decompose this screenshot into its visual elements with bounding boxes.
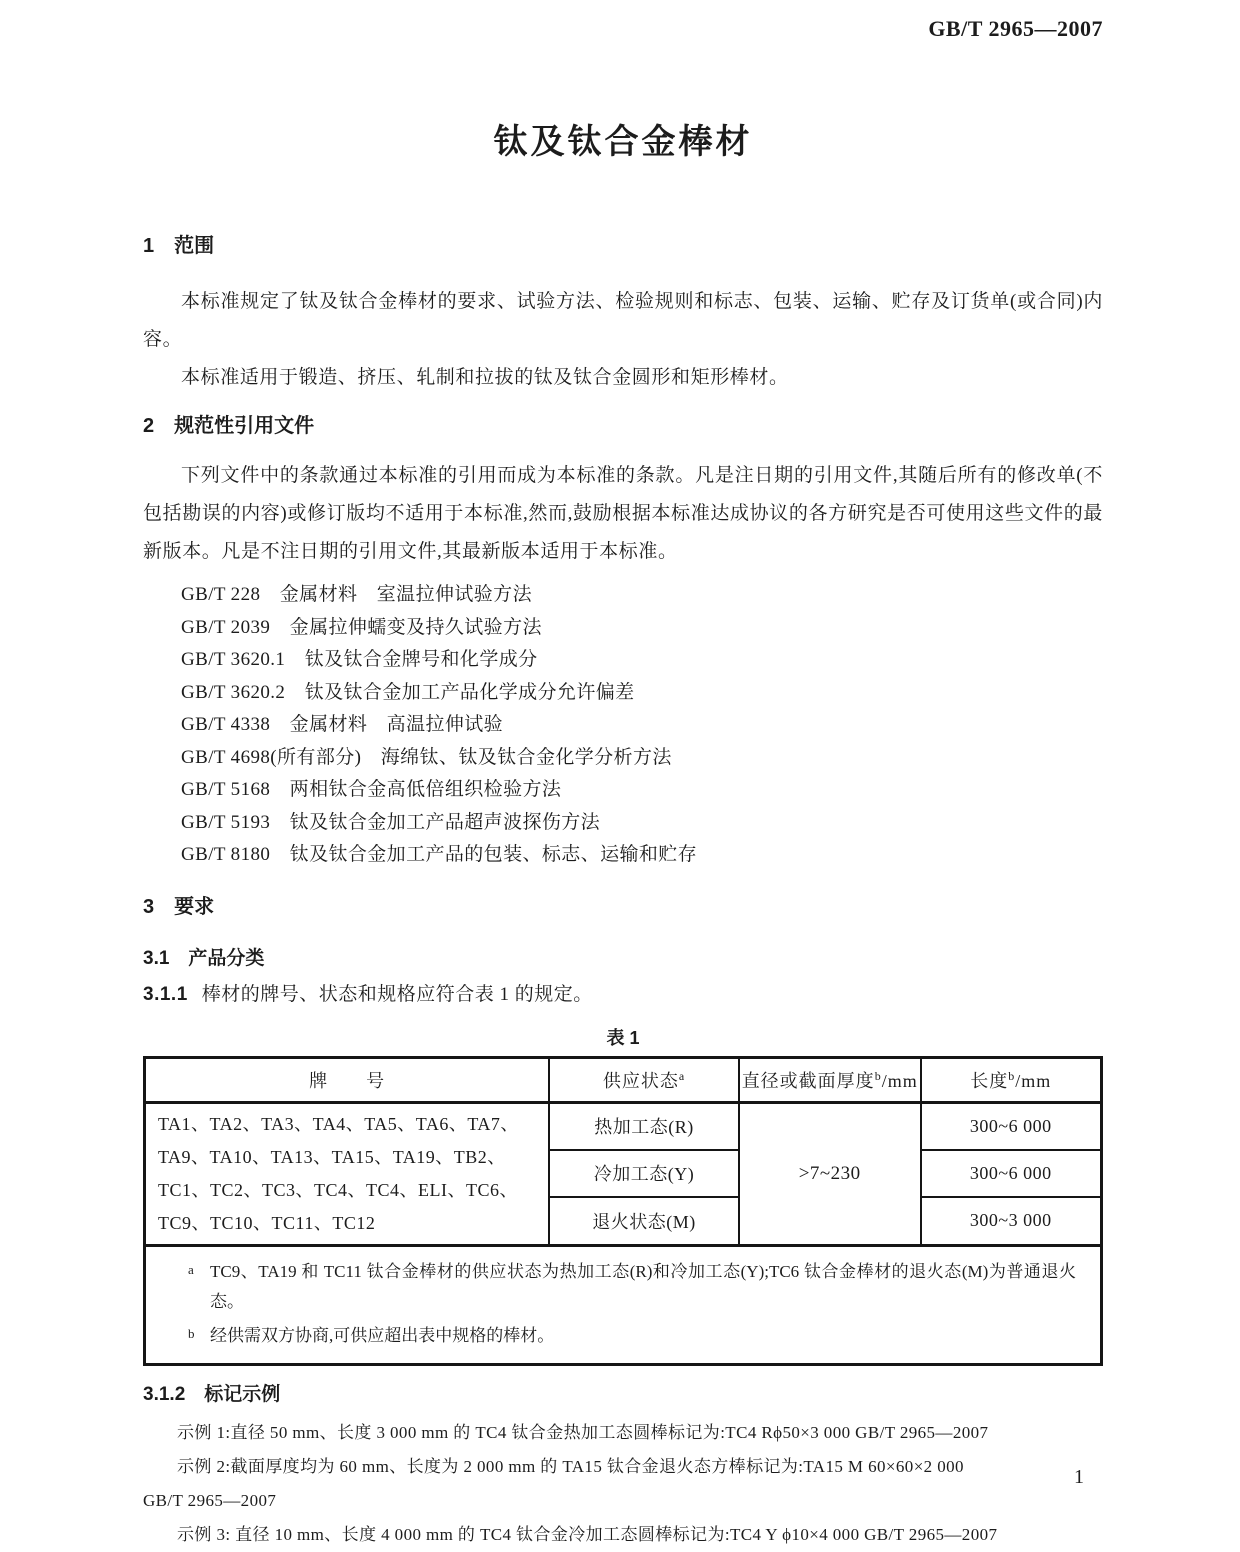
section-3-1-2-heading: 3.1.2 标记示例 [143, 1383, 281, 1405]
section-1-paragraph-2: 本标准适用于锻造、挤压、轧制和拉拔的钛及钛合金圆形和矩形棒材。 [181, 367, 789, 388]
example-1-text: 示例 1:直径 50 mm、长度 3 000 mm 的 TC4 钛合金热加工态圆棒标记为:TC4 Rϕ50×3 000 GB/T 2965—2007 [177, 1422, 989, 1442]
reference-list [143, 579, 1103, 872]
section-3-heading: 3 要求 [143, 895, 215, 918]
example-2-line-1: 示例 2:截面厚度均为 60 mm、长度为 2 000 mm 的 TA15 钛合金退火态方棒标记为:TA15 M 60×60×2 000 [177, 1456, 964, 1476]
reference-item: GB/T 8180 钛及钛合金加工产品的包装、标志、运输和贮存 [181, 844, 698, 865]
supply-state-cell: 热加工态(R) [549, 1102, 738, 1150]
footnote-ref-a: a [678, 1068, 686, 1083]
reference-item: GB/T 3620.2 钛及钛合金加工产品化学成分允许偏差 [181, 681, 635, 703]
footnote-ref-b: b [1008, 1068, 1016, 1083]
example-3-text: 示例 3: 直径 10 mm、长度 4 000 mm 的 TC4 钛合金冷加工态圆棒标记为:TC4 Y ϕ10×4 000 GB/T 2965—2007 [177, 1524, 998, 1544]
clause-3-1-1-text: 棒材的牌号、状态和规格应符合表 1 的规定。 [201, 983, 593, 1005]
section-3-1-heading: 3.1 产品分类 [143, 947, 265, 969]
page-content [143, 0, 1103, 1552]
column-header-grade: 牌 号 [145, 1057, 550, 1102]
table-footnote-row [145, 1245, 1102, 1364]
reference-item: GB/T 2039 金属拉伸蠕变及持久试验方法 [181, 616, 542, 638]
diameter-cell: >7~230 [739, 1102, 921, 1245]
reference-item: GB/T 228 金属材料 室温拉伸试验方法 [181, 584, 532, 605]
column-header-length: 长度$^b$/mm [921, 1057, 1102, 1102]
column-header-diameter: 直径或截面厚度$^b$/mm [739, 1057, 921, 1102]
footnote-a-text: TC9、TA19 和 TC11 钛合金棒材的供应状态为热加工态(R)和冷加工态(Y);TC6 钛合金棒材的退火态(M)为普通退火态。 [210, 1261, 1076, 1311]
standard-code: GB/T 2965—2007 [928, 16, 1103, 41]
document-title: 钛及钛合金棒材 [493, 123, 753, 161]
footnote-a-marker: a [188, 1261, 194, 1277]
column-header-supply-state: 供应状态$^a$ [549, 1057, 738, 1102]
table-row [145, 1102, 1102, 1150]
reference-item: GB/T 4698(所有部分) 海绵钛、钛及钛合金化学分析方法 [181, 746, 672, 768]
section-2-heading: 2 规范性引用文件 [143, 415, 315, 437]
supply-state-cell: 退火状态(M) [549, 1197, 738, 1245]
length-cell: 300~3 000 [921, 1197, 1102, 1245]
reference-item: GB/T 5168 两相钛合金高低倍组织检验方法 [181, 779, 562, 800]
grade-list-cell: TA1、TA2、TA3、TA4、TA5、TA6、TA7、TA9、TA10、TA13、TA15、TA19、TB2、TC1、TC2、TC3、TC4、TC4、ELI、TC6、TC9、TC10、TC11、TC12 [145, 1102, 550, 1245]
table-footnotes [145, 1245, 1102, 1364]
page-number: 1 [1074, 1466, 1084, 1488]
reference-item: GB/T 3620.1 钛及钛合金牌号和化学成分 [181, 649, 538, 670]
reference-item: GB/T 4338 金属材料 高温拉伸试验 [181, 714, 504, 735]
section-1-paragraph-1: 本标准规定了钛及钛合金棒材的要求、试验方法、检验规则和标志、包装、运输、贮存及订货单(或合同)内容。 [143, 291, 1103, 350]
supply-state-cell: 冷加工态(Y) [549, 1150, 738, 1198]
clause-3-1-1 [143, 980, 1103, 1010]
marking-example-2 [143, 1450, 1103, 1518]
clause-3-1-1-number: 3.1.1 [143, 983, 188, 1005]
footnote-ref-b: b [874, 1068, 882, 1083]
footnote-a [188, 1257, 1076, 1317]
marking-example-3 [143, 1518, 1103, 1552]
reference-item: GB/T 5193 钛及钛合金加工产品超声波探伤方法 [181, 811, 601, 833]
table-1 [143, 1056, 1103, 1366]
footnote-b [188, 1321, 1076, 1351]
length-cell: 300~6 000 [921, 1150, 1102, 1198]
example-2-line-2: GB/T 2965—2007 [143, 1490, 277, 1510]
marking-example-1 [143, 1416, 1103, 1450]
section-2-paragraph-1: 下列文件中的条款通过本标准的引用而成为本标准的条款。凡是注日期的引用文件,其随后所有的修改单(不包括勘误的内容)或修订版均不适用于本标准,然而,鼓励根据本标准达成协议的各方研究是否可使用这些文件的最新版本。凡是不注日期的引用文件,其最新版本适用于本标准。 [143, 465, 1103, 562]
footnote-b-text: 经供需双方协商,可供应超出表中规格的棒材。 [210, 1325, 555, 1345]
footnote-b-marker: b [188, 1325, 195, 1341]
table-header-row [145, 1057, 1102, 1102]
table-1-caption: 表 1 [606, 1027, 640, 1048]
length-cell: 300~6 000 [921, 1102, 1102, 1150]
section-1-heading: 1 范围 [143, 235, 215, 257]
